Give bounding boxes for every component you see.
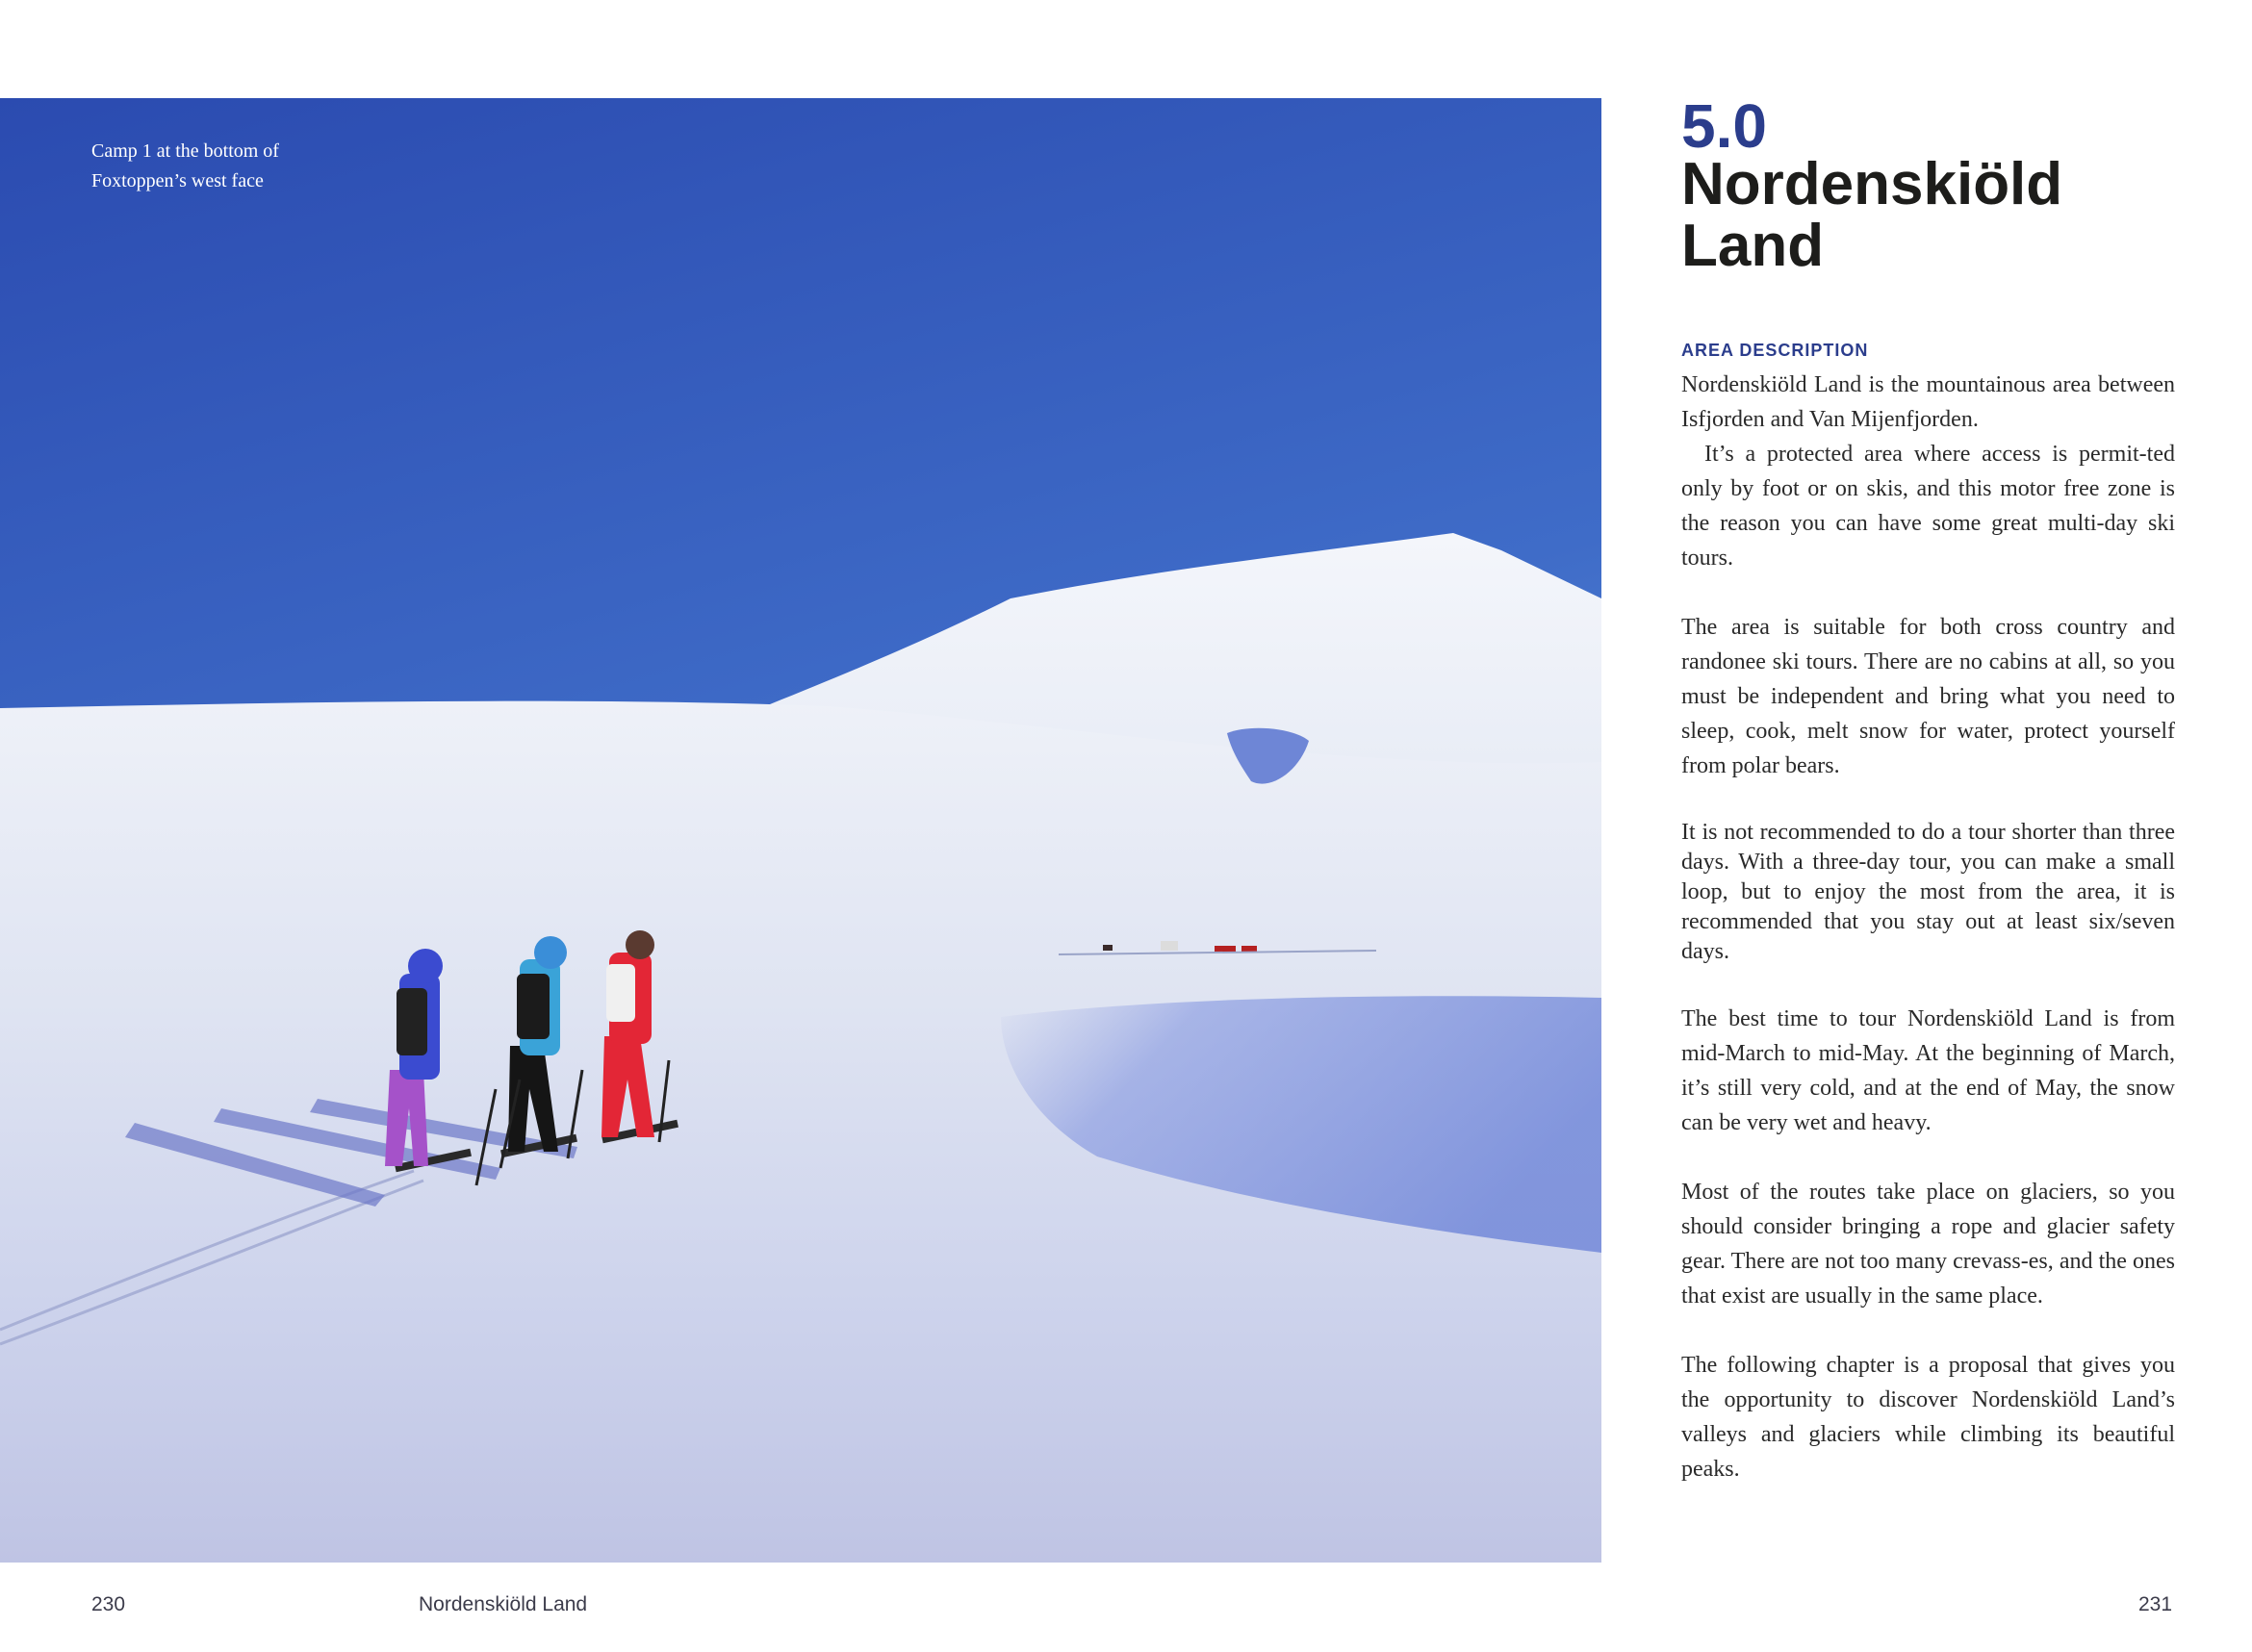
photo-caption bbox=[91, 137, 342, 196]
body-text bbox=[1681, 368, 2175, 1487]
paragraph: It is not recommended to do a tour shorter than three days. With a three-day tour, you can make a small loop, but to enjoy the most from the area, it is recommended that you stay out at least six/seven days. bbox=[1681, 820, 2175, 964]
paragraph: The area is suitable for both cross country and randonee ski tours. There are no cabins at all, so you must be independent and bring what you need to sleep, cook, melt snow for water, protect yourself from polar bears. bbox=[1681, 615, 2175, 778]
cover-photo bbox=[0, 98, 1601, 1563]
caption-line-1: Camp 1 at the bottom of bbox=[91, 140, 279, 162]
right-page-number: 231 bbox=[2138, 1593, 2173, 1615]
paragraph: The following chapter is a proposal that gives you the opportunity to discover Nordenskiöld Land’s valleys and glaciers while climbing its beautiful peaks. bbox=[1681, 1353, 2175, 1482]
chapter-title bbox=[1681, 151, 2182, 279]
caption-line-2: Foxtoppen’s west face bbox=[91, 170, 264, 191]
paragraph: Nordenskiöld Land is the mountainous area between Isfjorden and Van Mijenfjorden. bbox=[1681, 372, 2175, 432]
running-head: Nordenskiöld Land bbox=[419, 1593, 588, 1615]
chapter-title-line-1: Nordenskiöld bbox=[1681, 151, 2063, 217]
section-label: AREA DESCRIPTION bbox=[1681, 341, 1869, 360]
left-page-number: 230 bbox=[91, 1593, 126, 1615]
ski-tour-photo bbox=[0, 98, 1601, 1563]
chapter-title-line-2: Land bbox=[1681, 213, 1825, 279]
paragraph: Most of the routes take place on glaciers, so you should consider bringing a rope and glacier safety gear. There are not too many crevass-es, and the ones that exist are usually in the same place. bbox=[1681, 1180, 2175, 1309]
paragraph: It’s a protected area where access is permit-ted only by foot or on skis, and this motor free zone is the reason you can have some great multi-day ski tours. bbox=[1681, 442, 2175, 571]
chapter-number: 5.0 bbox=[1681, 91, 1767, 161]
paragraph: The best time to tour Nordenskiöld Land is from mid-March to mid-May. At the beginning of March, it’s still very cold, and at the end of May, the snow can be very wet and heavy. bbox=[1681, 1006, 2175, 1135]
